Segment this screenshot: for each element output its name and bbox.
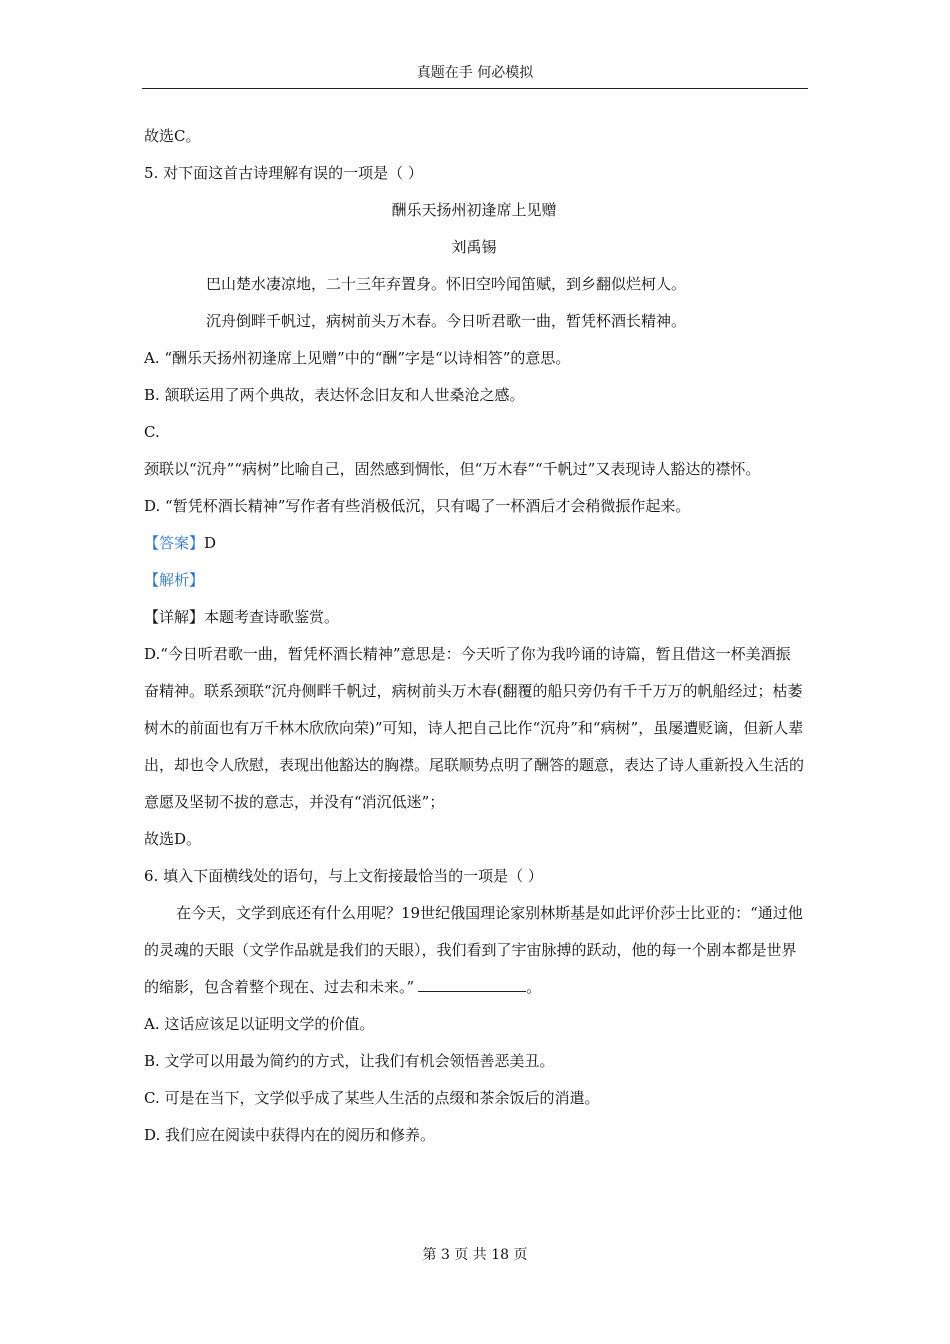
poem-author: 刘禹锡 — [451, 238, 497, 256]
q5-option-b: B. 颔联运用了两个典故，表达怀念旧友和人世桑沧之感。 — [144, 386, 525, 404]
q5-option-d: D. “暂凭杯酒长精神”写作者有些消极低沉，只有喝了一杯酒后才会稍微振作起来。 — [144, 497, 691, 515]
answer-label: 【答案】 — [144, 534, 205, 552]
answer-line — [144, 525, 804, 562]
q4-conclusion: 故选C。 — [144, 127, 201, 145]
q6-option-a: A. 这话应该足以证明文学的价值。 — [144, 1015, 375, 1033]
poem-line-1: 巴山楚水凄凉地，二十三年弃置身。怀旧空吟闻笛赋，到乡翻似烂柯人。 — [206, 275, 687, 293]
q5-explanation: D.“今日听君歌一曲，暂凭杯酒长精神”意思是：今天听了你为我吟诵的诗篇，暂且借这一杯美酒振奋精神。联系颈联“沉舟侧畔千帆过，病树前头万木春(翻覆的船只旁仍有千千万万的帆船经过；枯萎树木的前面也有万千林木欣欣向荣)”可知，诗人把自己比作“沉舟”和“病树”，虽屡遭贬谪，但新人辈出，却也令人欣慰，表现出他豁达的胸襟。尾联顺势点明了酬答的题意，表达了诗人重新投入生活的意愿及坚韧不拔的意志，并没有“消沉低迷”； — [144, 645, 805, 811]
q5-conclusion: 故选D。 — [144, 830, 202, 848]
q6-option-b: B. 文学可以用最为简约的方式，让我们有机会领悟善恶美丑。 — [144, 1052, 555, 1070]
page-header: 真题在手 何必模拟 — [416, 65, 534, 81]
q6-option-c: C. 可是在当下，文学似乎成了某些人生活的点缀和茶余饭后的消遣。 — [144, 1089, 600, 1107]
analysis-label: 【解析】 — [144, 571, 205, 589]
q5-option-c-label: C. — [144, 423, 160, 441]
poem-title: 酬乐天扬州初逢席上见赠 — [391, 201, 557, 219]
q5-option-a: A. “酬乐天扬州初逢席上见赠”中的“酬”字是“以诗相答”的意思。 — [144, 349, 571, 367]
poem-line-2: 沉舟倒畔千帆过，病树前头万木春。今日听君歌一曲，暂凭杯酒长精神。 — [206, 312, 687, 330]
q5-option-c-text: 颈联以“沉舟”“病树”比喻自己，固然感到惆怅，但“万木春”“千帆过”又表现诗人豁达的襟怀。 — [144, 460, 761, 478]
answer-value: D — [204, 534, 217, 552]
page-content — [144, 118, 804, 1154]
page-footer: 第 3 页 共 18 页 — [422, 1247, 528, 1263]
q6-option-d: D. 我们应在阅读中获得内在的阅历和修养。 — [144, 1126, 436, 1144]
q6-passage-end: 。 — [526, 978, 542, 996]
detail-line: 【详解】本题考查诗歌鉴赏。 — [144, 608, 340, 626]
q5-stem: 5. 对下面这首古诗理解有误的一项是（ ） — [144, 164, 423, 182]
fill-blank — [418, 977, 526, 992]
q6-passage — [144, 895, 804, 1006]
q6-passage-text: 在今天，文学到底还有什么用呢？19世纪俄国理论家别林斯基是如此评价莎士比亚的：“通过他的灵魂的天眼（文学作品就是我们的天眼），我们看到了宇宙脉搏的跃动，他的每一个剧本都是世界的缩影，包含着整个现在、过去和未来。” — [144, 904, 803, 996]
header-divider — [142, 88, 808, 89]
q6-stem: 6. 填入下面横线处的语句，与上文衔接最恰当的一项是（ ） — [144, 867, 543, 885]
